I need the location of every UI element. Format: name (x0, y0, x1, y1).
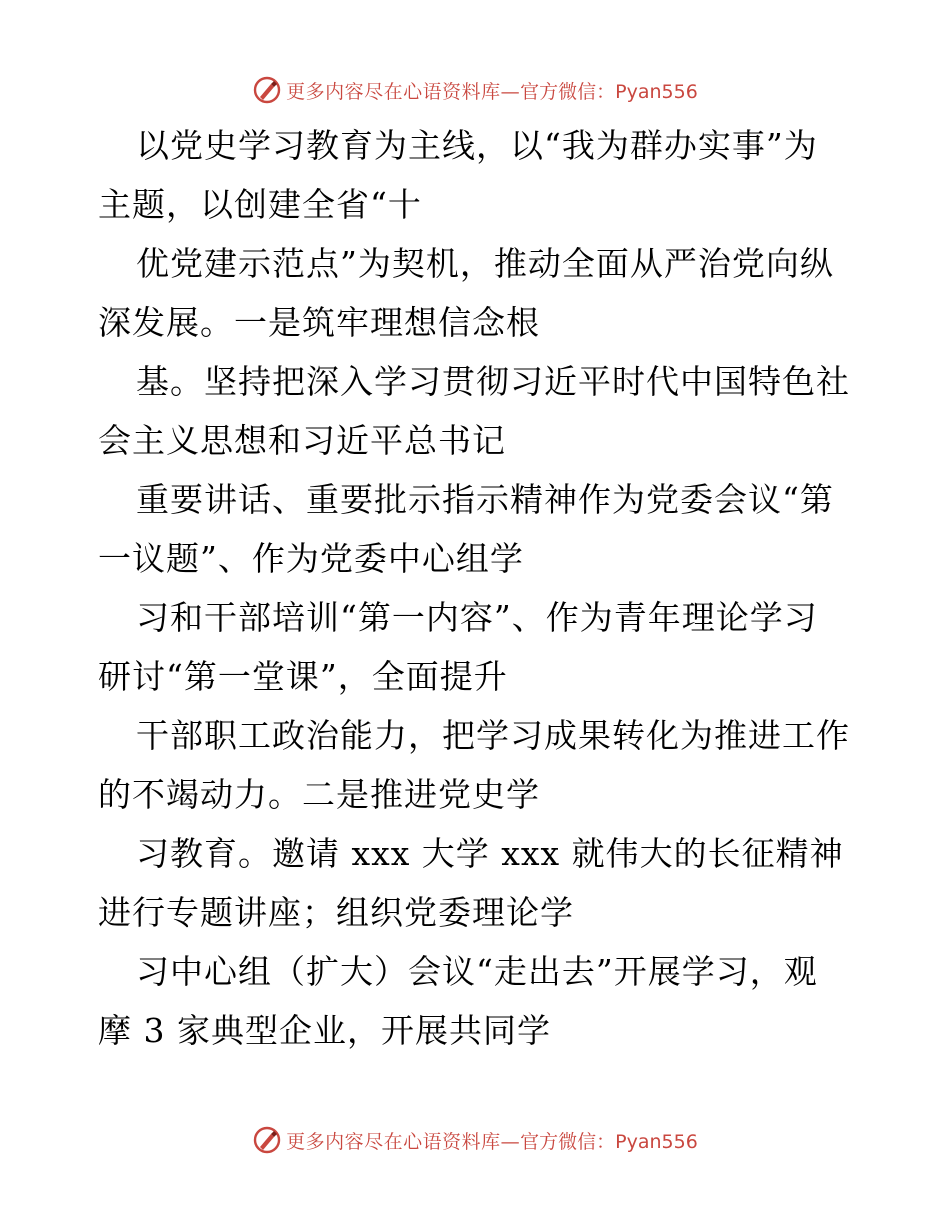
paragraph (98, 706, 858, 824)
paragraph-line: 习和干部培训“第一内容”、作为青年理论学习 (136, 598, 818, 637)
paragraph (98, 234, 858, 352)
paragraph-line: 一议题”、作为党委中心组学 (98, 539, 524, 578)
pen-logo-icon (252, 1125, 282, 1155)
paragraph-line: 主题，以创建全省“十 (98, 185, 422, 224)
paragraph (98, 942, 858, 1060)
paragraph-line: 重要讲话、重要批示指示精神作为党委会议“第 (136, 480, 834, 519)
paragraph-line: 习教育。邀请 xxx 大学 xxx 就伟大的长征精神 (136, 834, 844, 873)
paragraph (98, 588, 858, 706)
paragraph-line: 深发展。一是筑牢理想信念根 (98, 303, 540, 342)
pen-logo-icon (252, 75, 282, 105)
paragraph-line: 研讨“第一堂课”，全面提升 (98, 657, 508, 696)
document-body (98, 116, 858, 1060)
paragraph (98, 116, 858, 234)
header-wechat-text: 官方微信：Pyan556 (520, 80, 698, 103)
page-header (0, 72, 950, 108)
paragraph-line: 以党史学习教育为主线，以“我为群办实事”为 (136, 126, 818, 165)
paragraph (98, 824, 858, 942)
paragraph-line: 干部职工政治能力，把学习成果转化为推进工作 (136, 716, 850, 755)
paragraph-line: 习中心组（扩大）会议“走出去”开展学习，观 (136, 952, 818, 991)
paragraph-line: 的不竭动力。二是推进党史学 (98, 775, 540, 814)
page-footer (0, 1122, 950, 1158)
paragraph-line: 基。坚持把深入学习贯彻习近平时代中国特色社 (136, 362, 850, 401)
paragraph-line: 会主义思想和习近平总书记 (98, 421, 506, 460)
paragraph-line: 优党建示范点”为契机，推动全面从严治党向纵 (136, 244, 834, 283)
footer-wechat-text: 官方微信：Pyan556 (520, 1130, 698, 1153)
paragraph (98, 470, 858, 588)
footer-brand-text: 更多内容尽在心语资料库— (286, 1130, 521, 1153)
paragraph (98, 352, 858, 470)
paragraph-line: 摩 3 家典型企业，开展共同学 (98, 1011, 551, 1050)
paragraph-line: 进行专题讲座；组织党委理论学 (98, 893, 574, 932)
header-brand-text: 更多内容尽在心语资料库— (286, 80, 521, 103)
